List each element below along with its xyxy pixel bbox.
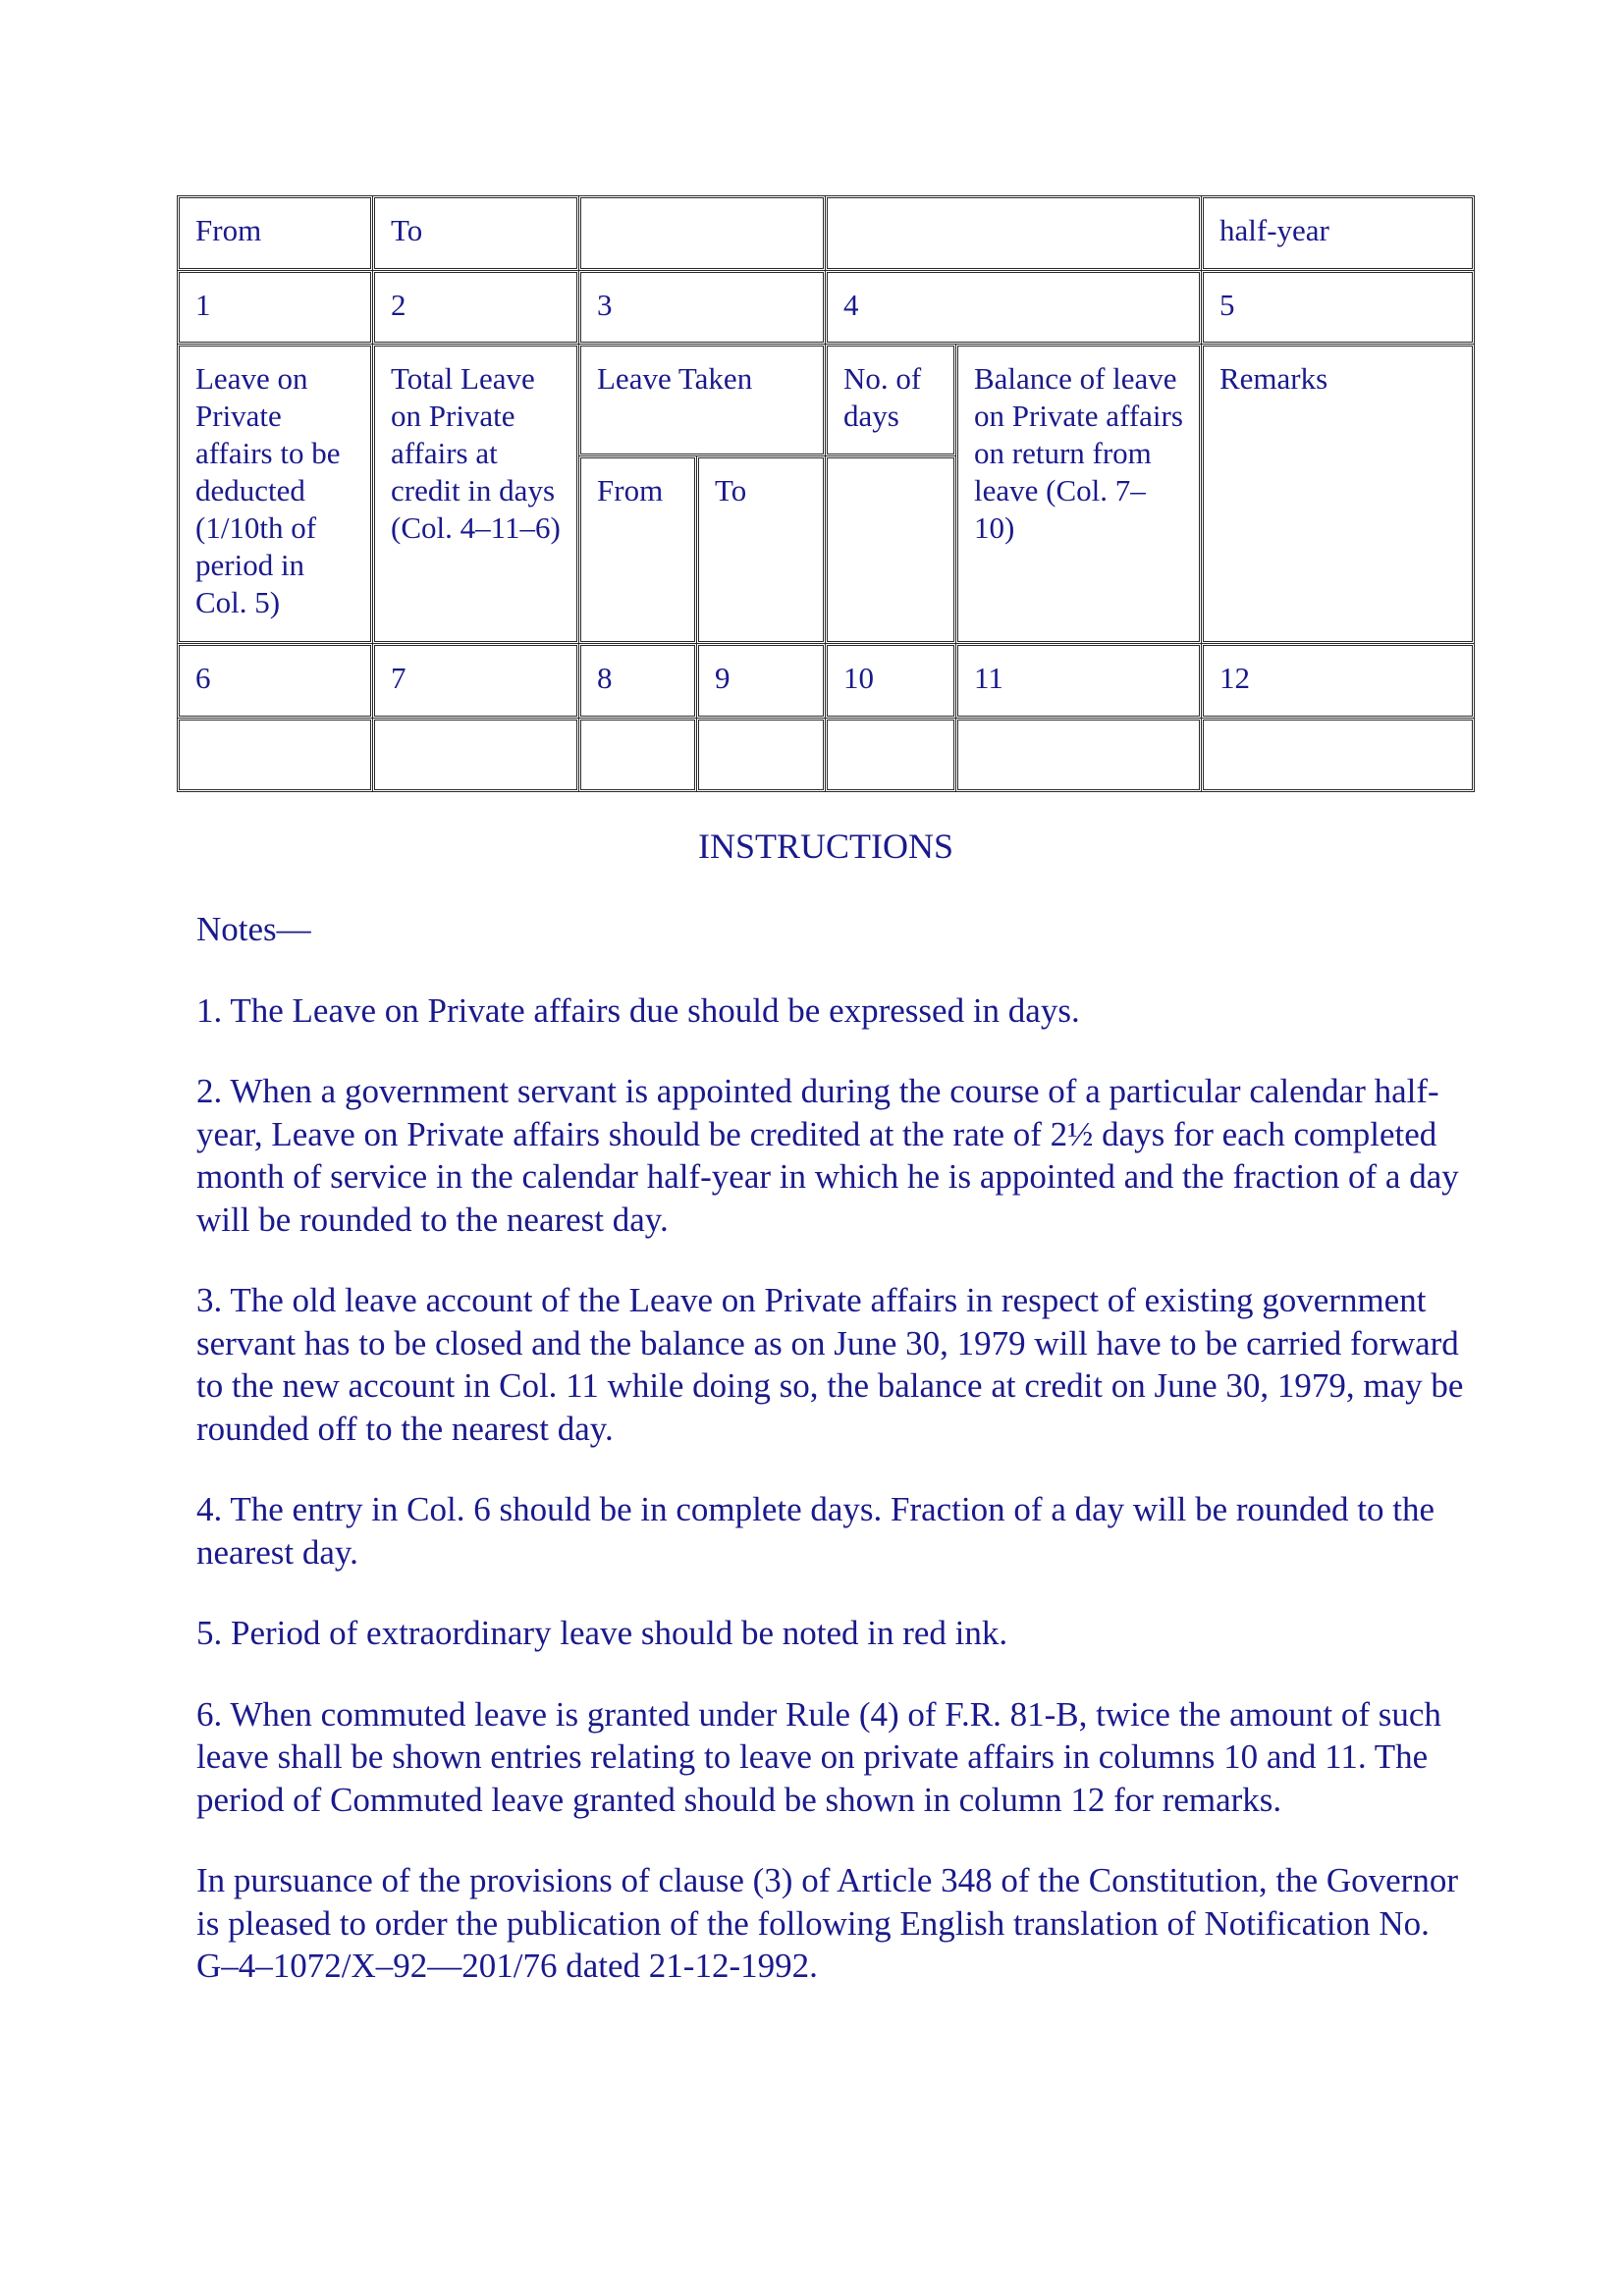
table-cell (578, 643, 697, 719)
table-cell (1201, 270, 1475, 345)
cell-text: 5 (1219, 288, 1235, 322)
note-item: 5. Period of extraordinary leave should be noted in red ink. (196, 1614, 1008, 1652)
cell-text: Remarks (1219, 361, 1328, 396)
table-cell (825, 270, 1202, 345)
cell-text: 1 (195, 288, 211, 322)
cell-text: Balance of leave on Private affairs on return from leave (Col. 7–10) (974, 361, 1183, 545)
cell-text: 6 (195, 661, 211, 695)
closing-paragraph: In pursuance of the provisions of clause (3) of Article 348 of the Constitution, the Governor is pleased to order the publication of the following English translation of Notification No. G–4–1072/X–92—201/76 dated 21-12-1992. (196, 1861, 1458, 1985)
table-cell (578, 270, 826, 345)
note-item: 6. When commuted leave is granted under Rule (4) of F.R. 81-B, twice the amount of such leave shall be shown entries relating to leave on private affairs in columns 10 and 11. The period of Commuted leave granted should be shown in column 12 for remarks. (196, 1694, 1441, 1819)
column-header-no-of-days (825, 344, 956, 456)
cell-text: 3 (597, 288, 613, 322)
table-cell (372, 718, 579, 792)
table-cell (955, 643, 1202, 719)
table-cell (372, 643, 579, 719)
cell-text: 9 (715, 661, 731, 695)
cell-text: Total Leave on Private affairs at credit in days (Col. 4–11–6) (391, 361, 561, 545)
cell-text: No. of days (843, 361, 922, 433)
table-cell (825, 718, 956, 792)
leave-account-table (177, 195, 1475, 792)
column-subheader-from (578, 455, 697, 644)
instructions-heading: INSTRUCTIONS (697, 827, 953, 866)
table-cell (177, 643, 373, 719)
cell-text: 8 (597, 661, 613, 695)
table-cell (177, 195, 373, 271)
cell-text: 7 (391, 661, 406, 695)
note-item: 2. When a government servant is appointed during the course of a particular calendar half-year, Leave on Private affairs should be credited at the rate of 2½ days for each completed month of service in the calendar half-year in which he is appointed and the fraction of a day will be rounded to the nearest day. (196, 1072, 1459, 1239)
cell-text: 12 (1219, 661, 1250, 695)
table-cell (825, 455, 956, 644)
notes-section (196, 908, 1473, 2026)
column-header-remarks (1201, 344, 1475, 644)
cell-text: 10 (843, 661, 874, 695)
table-cell (696, 718, 826, 792)
table-cell (578, 718, 697, 792)
cell-text: Leave Taken (597, 361, 753, 396)
table-cell (177, 270, 373, 345)
cell-text: 2 (391, 288, 406, 322)
table-cell (1201, 643, 1475, 719)
table-cell (372, 270, 579, 345)
cell-text: half-year (1219, 213, 1329, 247)
table-cell (825, 643, 956, 719)
table-cell (825, 195, 1202, 271)
cell-text: To (715, 473, 747, 507)
column-header-total-leave (372, 344, 579, 644)
cell-text: From (597, 473, 664, 507)
cell-text: Leave on Private affairs to be deducted (1/10th of period in Col. 5) (195, 361, 341, 619)
table-cell (1201, 718, 1475, 792)
notes-label: Notes— (196, 910, 311, 948)
cell-text: 11 (974, 661, 1003, 695)
column-subheader-to (696, 455, 826, 644)
cell-text: 4 (843, 288, 859, 322)
note-item: 4. The entry in Col. 6 should be in complete days. Fraction of a day will be rounded to the nearest day. (196, 1490, 1435, 1572)
cell-text: From (195, 213, 262, 247)
cell-text: To (391, 213, 423, 247)
table-cell (372, 195, 579, 271)
table-cell (696, 643, 826, 719)
table-cell (578, 195, 826, 271)
note-item: 3. The old leave account of the Leave on Private affairs in respect of existing government servant has to be closed and the balance as on June 30, 1979 will have to be carried forward to the new account in Col. 11 while doing so, the balance at credit on June 30, 1979, may be rounded off to the nearest day. (196, 1281, 1464, 1448)
column-header-leave-deducted (177, 344, 373, 644)
table-cell (955, 718, 1202, 792)
column-header-leave-taken (578, 344, 826, 456)
column-header-balance-of-leave (955, 344, 1202, 644)
note-item: 1. The Leave on Private affairs due should be expressed in days. (196, 990, 1080, 1030)
table-cell (177, 718, 373, 792)
table-cell (1201, 195, 1475, 271)
